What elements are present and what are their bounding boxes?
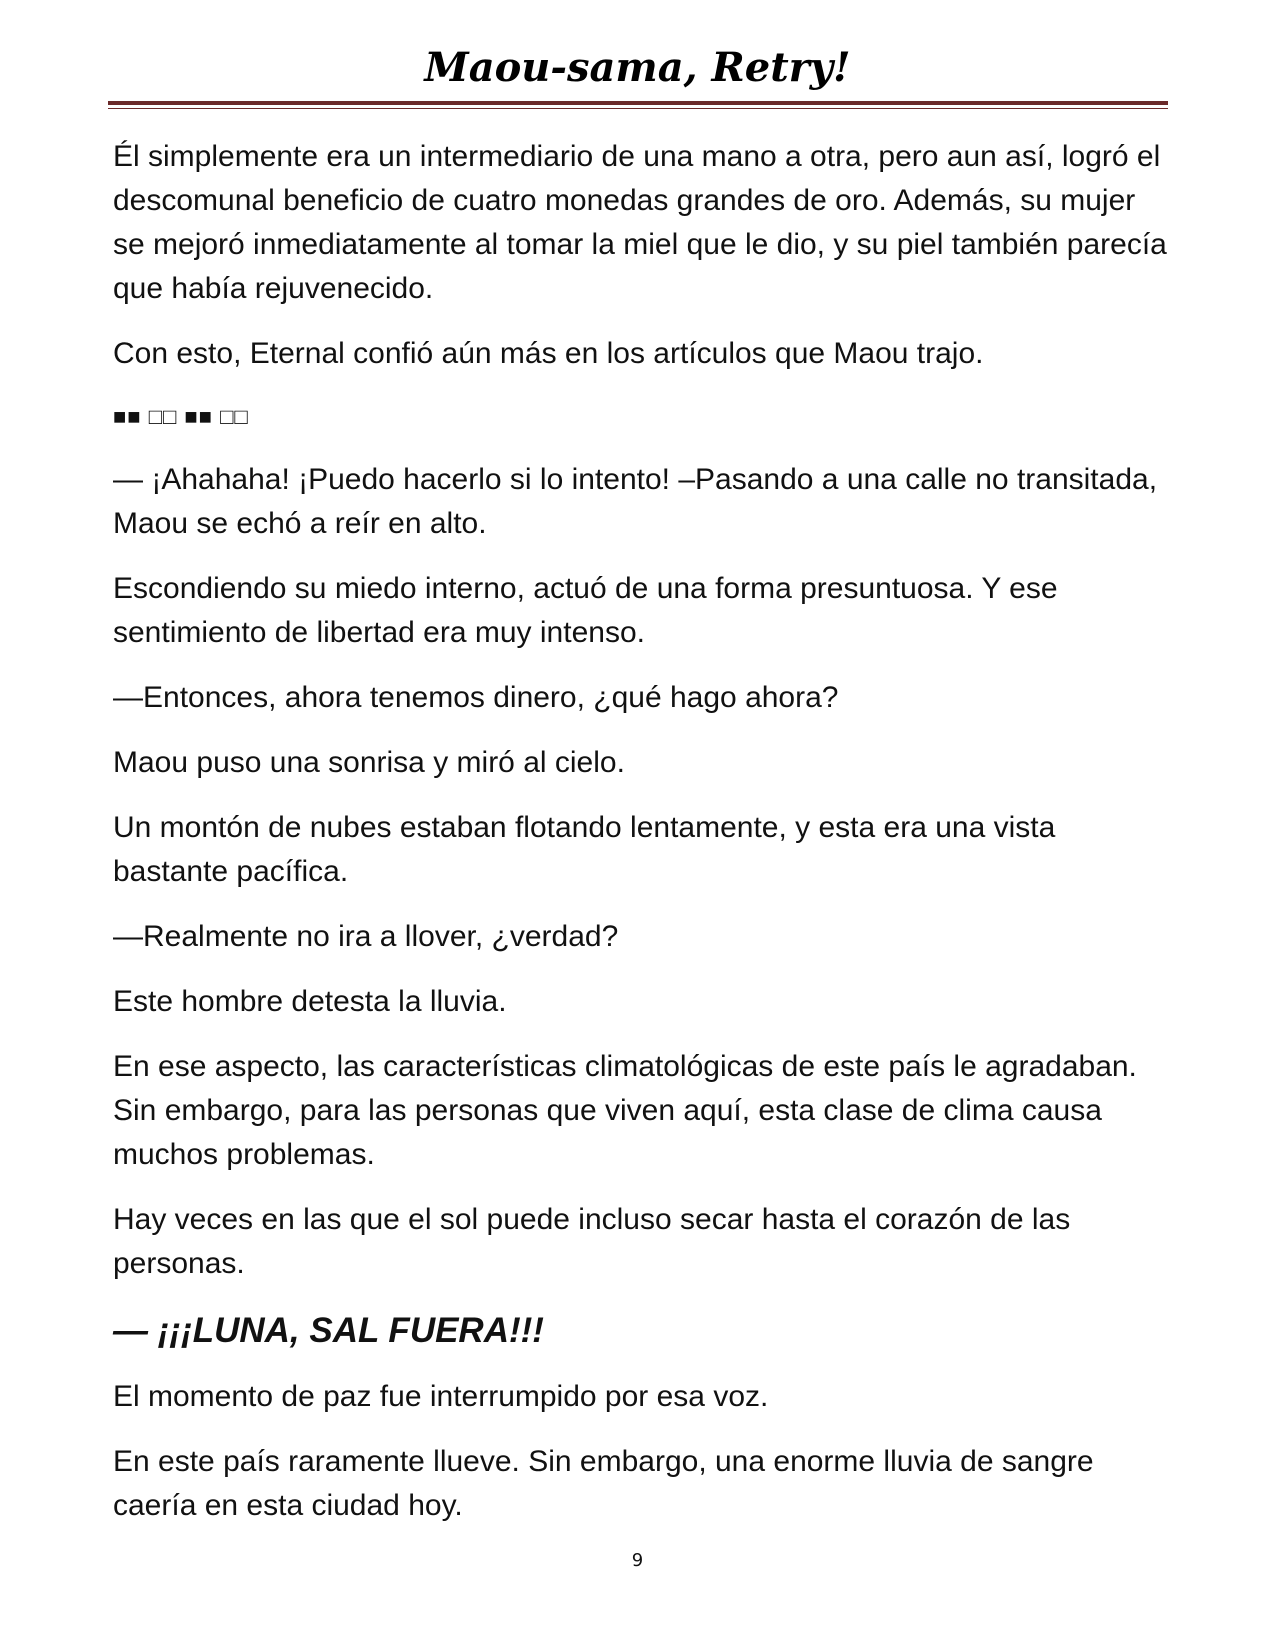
page-header-title: Maou-sama, Retry!	[424, 44, 851, 91]
paragraph: Este hombre detesta la lluvia.	[113, 985, 507, 1018]
paragraph: Escondiendo su miedo interno, actuó de una forma presuntuosa. Y ese sentimiento de libertad era muy intenso.	[113, 572, 1058, 649]
header-rule-thick	[108, 101, 1168, 105]
shout-line: — ¡¡¡LUNA, SAL FUERA!!!	[113, 1311, 544, 1350]
page-number: 9	[631, 1550, 644, 1571]
paragraph: Con esto, Eternal confió aún más en los artículos que Maou trajo.	[113, 337, 984, 370]
paragraph: Maou puso una sonrisa y miró al cielo.	[113, 746, 625, 779]
paragraph: Él simplemente era un intermediario de una mano a otra, pero aun así, logró el descomunal beneficio de cuatro monedas grandes de oro. Además, su mujer se mejoró inmediatamente al tomar la miel que le dio, y su piel también parecía que había rejuvenecido.	[113, 140, 1167, 305]
scene-separator: ■■ □□ ■■ □□	[113, 404, 249, 429]
body-text	[113, 135, 1173, 1549]
paragraph: Un montón de nubes estaban flotando lentamente, y esta era una vista bastante pacífica.	[113, 811, 1056, 888]
header-rule-thin	[108, 108, 1168, 109]
paragraph: —Realmente no ira a llover, ¿verdad?	[113, 920, 619, 953]
paragraph: —Entonces, ahora tenemos dinero, ¿qué hago ahora?	[113, 681, 839, 714]
paragraph: Hay veces en las que el sol puede incluso secar hasta el corazón de las personas.	[113, 1203, 1071, 1280]
paragraph: En este país raramente llueve. Sin embargo, una enorme lluvia de sangre caería en esta ciudad hoy.	[113, 1445, 1094, 1522]
paragraph: En ese aspecto, las características climatológicas de este país le agradaban. Sin embargo, para las personas que viven aquí, esta clase de clima causa muchos problemas.	[113, 1050, 1137, 1171]
paragraph: — ¡Ahahaha! ¡Puedo hacerlo si lo intento! –Pasando a una calle no transitada, Maou se echó a reír en alto.	[113, 463, 1158, 540]
paragraph: El momento de paz fue interrumpido por esa voz.	[113, 1380, 769, 1413]
